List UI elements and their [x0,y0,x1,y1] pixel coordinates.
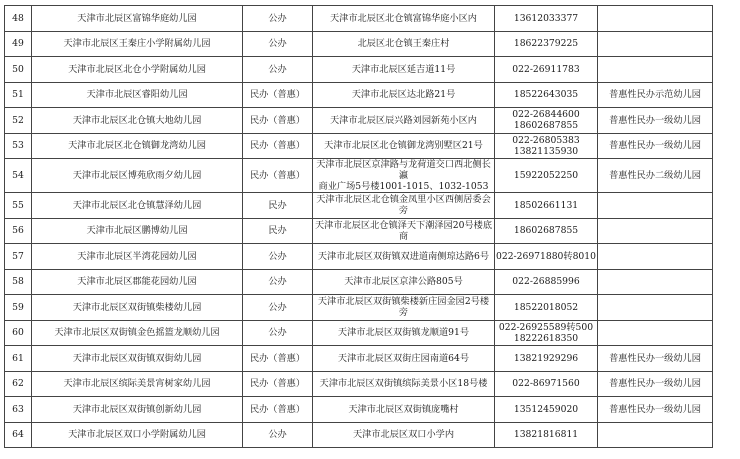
ownership-type-cell: 公办 [243,269,313,295]
table-row [5,320,713,346]
ownership-type-cell: 民办（普惠） [243,371,313,397]
table-row [5,371,713,397]
address-line: 天津市北辰区双街镇庞嘴村 [348,403,459,415]
address-line: 天津市北辰区双口小学内 [352,429,455,441]
address-cell [313,193,495,219]
ownership-type-cell: 民办（普惠） [243,397,313,423]
phone-cell [495,397,598,423]
phone-line: 13512459020 [513,403,579,415]
address-cell [313,269,495,295]
phone-line: 13821135930 [513,145,579,157]
kindergarten-name-cell: 天津市北辰区郡能花园幼儿园 [32,269,243,295]
quality-level-cell [598,320,713,346]
address-cell [313,159,495,193]
phone-cell [495,108,598,134]
phone-cell [495,218,598,244]
ownership-type-cell: 公办 [243,31,313,57]
kindergarten-table [4,5,713,448]
row-number-cell: 63 [5,397,32,423]
quality-level-cell [598,295,713,321]
phone-cell [495,133,598,159]
quality-level-cell [598,193,713,219]
row-number-cell: 53 [5,133,32,159]
table-row [5,133,713,159]
ownership-type-cell: 公办 [243,6,313,32]
row-number-cell: 56 [5,218,32,244]
phone-cell [495,244,598,270]
address-cell [313,31,495,57]
kindergarten-name-cell: 天津市北辰区双街镇双街幼儿园 [32,346,243,372]
row-number-cell: 48 [5,6,32,32]
row-number-cell: 62 [5,371,32,397]
phone-line: 022-26844600 [512,109,580,121]
address-cell [313,57,495,83]
address-line: 天津市北辰区达北路21号 [351,89,456,101]
phone-line: 13612033377 [513,12,579,24]
table-row [5,159,713,193]
table-row [5,346,713,372]
quality-level-cell [598,422,713,448]
ownership-type-cell: 公办 [243,244,313,270]
address-line: 天津市北辰区北仓镇泽天下潮泽园20号楼底商 [314,219,493,242]
kindergarten-name-cell: 天津市北辰区富锦华庭幼儿园 [32,6,243,32]
phone-line: 022-26911783 [512,63,580,75]
phone-line: 18622379225 [513,38,579,50]
quality-level-cell [598,244,713,270]
kindergarten-name-cell: 天津市北辰区睿阳幼儿园 [32,82,243,108]
phone-cell [495,320,598,346]
kindergarten-name-cell: 天津市北辰区双街镇创新幼儿园 [32,397,243,423]
address-line: 天津市北辰区京津路与龙荷道交口西北侧长瀛 [316,159,491,181]
kindergarten-name-cell: 天津市北辰区北仓镇慧泽幼儿园 [32,193,243,219]
quality-level-cell: 普惠性民办二级幼儿园 [598,159,713,193]
kindergarten-name-cell: 天津市北辰区缤际美景宵树家幼儿园 [32,371,243,397]
ownership-type-cell: 民办（普惠） [243,159,313,193]
quality-level-cell [598,218,713,244]
table-row [5,244,713,270]
phone-cell [495,6,598,32]
row-number-cell: 60 [5,320,32,346]
phone-line: 18602687855 [513,120,579,132]
quality-level-cell [598,31,713,57]
kindergarten-name-cell: 天津市北辰区鹏博幼儿园 [32,218,243,244]
phone-line: 15922052250 [513,170,579,181]
phone-cell [495,57,598,83]
table-row [5,422,713,448]
row-number-cell: 52 [5,108,32,134]
address-cell [313,320,495,346]
phone-cell [495,295,598,321]
table-row [5,57,713,83]
phone-line: 18502661131 [513,199,579,211]
row-number-cell: 61 [5,346,32,372]
phone-cell [495,269,598,295]
quality-level-cell [598,6,713,32]
kindergarten-name-cell: 天津市北辰区双口小学附属幼儿园 [32,422,243,448]
kindergarten-name-cell: 天津市北辰区北仓小学附属幼儿园 [32,57,243,83]
row-number-cell: 54 [5,159,32,193]
kindergarten-table-body [5,6,713,448]
address-line: 天津市北辰区延吉道11号 [351,63,456,75]
phone-line: 022-26925589转500 [498,321,594,333]
address-line: 天津市北辰区京津公路805号 [344,276,463,288]
kindergarten-name-cell: 天津市北辰区双街镇金色摇篮龙顺幼儿园 [32,320,243,346]
row-number-cell: 58 [5,269,32,295]
address-line: 天津市北辰区辰兴路刘园新苑小区内 [330,114,477,126]
ownership-type-cell: 公办 [243,295,313,321]
address-cell [313,422,495,448]
address-cell [313,108,495,134]
address-cell [313,397,495,423]
kindergarten-name-cell: 天津市北辰区北仓镇御龙湾幼儿园 [32,133,243,159]
phone-cell [495,82,598,108]
kindergarten-name-cell: 天津市北辰区双街镇柴楼幼儿园 [32,295,243,321]
row-number-cell: 59 [5,295,32,321]
phone-line: 022-26805383 [512,134,580,146]
kindergarten-name-cell: 天津市北辰区王秦庄小学附属幼儿园 [32,31,243,57]
quality-level-cell [598,269,713,295]
address-line: 天津市北辰区北仓镇富锦华庭小区内 [330,12,477,24]
address-line: 天津市北辰区北仓镇金凤里小区西侧居委会旁 [316,194,491,217]
address-line: 天津市北辰区双街庄园南道64号 [337,352,470,364]
phone-line: 022-86971560 [512,378,580,390]
phone-cell [495,346,598,372]
address-cell [313,133,495,159]
address-cell [313,295,495,321]
row-number-cell: 50 [5,57,32,83]
table-row [5,108,713,134]
address-line: 天津市北辰区双街镇龙顺道91号 [337,327,470,339]
table-row [5,31,713,57]
quality-level-cell: 普惠性民办示范幼儿园 [598,82,713,108]
table-row [5,269,713,295]
phone-cell [495,371,598,397]
quality-level-cell [598,57,713,83]
table-row [5,82,713,108]
phone-line: 18602687855 [513,225,579,237]
phone-line: 13821929296 [513,352,579,364]
ownership-type-cell: 公办 [243,57,313,83]
address-line: 天津市北辰区双街镇柴楼新庄园金园2号楼旁 [317,296,490,319]
address-line: 商业广场5号楼1001-1015、1032-1053 [318,181,489,192]
address-line: 天津市北辰区双街镇双进道南侧琼达路6号 [317,250,490,262]
kindergarten-name-cell: 天津市北辰区半湾花园幼儿园 [32,244,243,270]
phone-cell [495,159,598,193]
quality-level-cell: 普惠性民办一级幼儿园 [598,346,713,372]
ownership-type-cell: 民办（普惠） [243,346,313,372]
ownership-type-cell: 公办 [243,422,313,448]
table-row [5,295,713,321]
quality-level-cell: 普惠性民办一级幼儿园 [598,371,713,397]
table-row [5,193,713,219]
table-row [5,397,713,423]
address-line: 天津市北辰区北仓镇御龙湾别墅区21号 [324,140,483,152]
quality-level-cell: 普惠性民办一级幼儿园 [598,397,713,423]
address-cell [313,82,495,108]
phone-line: 13821816811 [513,429,579,441]
address-cell [313,371,495,397]
phone-cell [495,193,598,219]
address-cell [313,218,495,244]
ownership-type-cell: 民办（普惠） [243,108,313,134]
address-line: 北辰区北仓镇王秦庄村 [357,38,450,50]
address-line: 天津市北辰区双街镇缤际美景小区18号楼 [319,378,488,390]
kindergarten-name-cell: 天津市北辰区北仓镇大地幼儿园 [32,108,243,134]
ownership-type-cell: 民办（普惠） [243,82,313,108]
ownership-type-cell: 民办（普惠） [243,133,313,159]
address-cell [313,6,495,32]
ownership-type-cell: 民办 [243,193,313,219]
row-number-cell: 49 [5,31,32,57]
phone-line: 022-26971880转8010 [496,250,596,262]
row-number-cell: 64 [5,422,32,448]
phone-line: 18222618350 [513,332,579,344]
phone-line: 18522643035 [513,89,579,101]
address-cell [313,244,495,270]
table-row [5,218,713,244]
phone-cell [495,422,598,448]
quality-level-cell: 普惠性民办一级幼儿园 [598,108,713,134]
phone-line: 022-26885996 [512,276,580,288]
quality-level-cell: 普惠性民办一级幼儿园 [598,133,713,159]
row-number-cell: 55 [5,193,32,219]
ownership-type-cell: 民办 [243,218,313,244]
kindergarten-name-cell: 天津市北辰区博苑欣雨夕幼儿园 [32,159,243,193]
table-row [5,6,713,32]
phone-line: 18522018052 [513,301,579,313]
ownership-type-cell: 公办 [243,320,313,346]
row-number-cell: 57 [5,244,32,270]
row-number-cell: 51 [5,82,32,108]
phone-cell [495,31,598,57]
address-cell [313,346,495,372]
